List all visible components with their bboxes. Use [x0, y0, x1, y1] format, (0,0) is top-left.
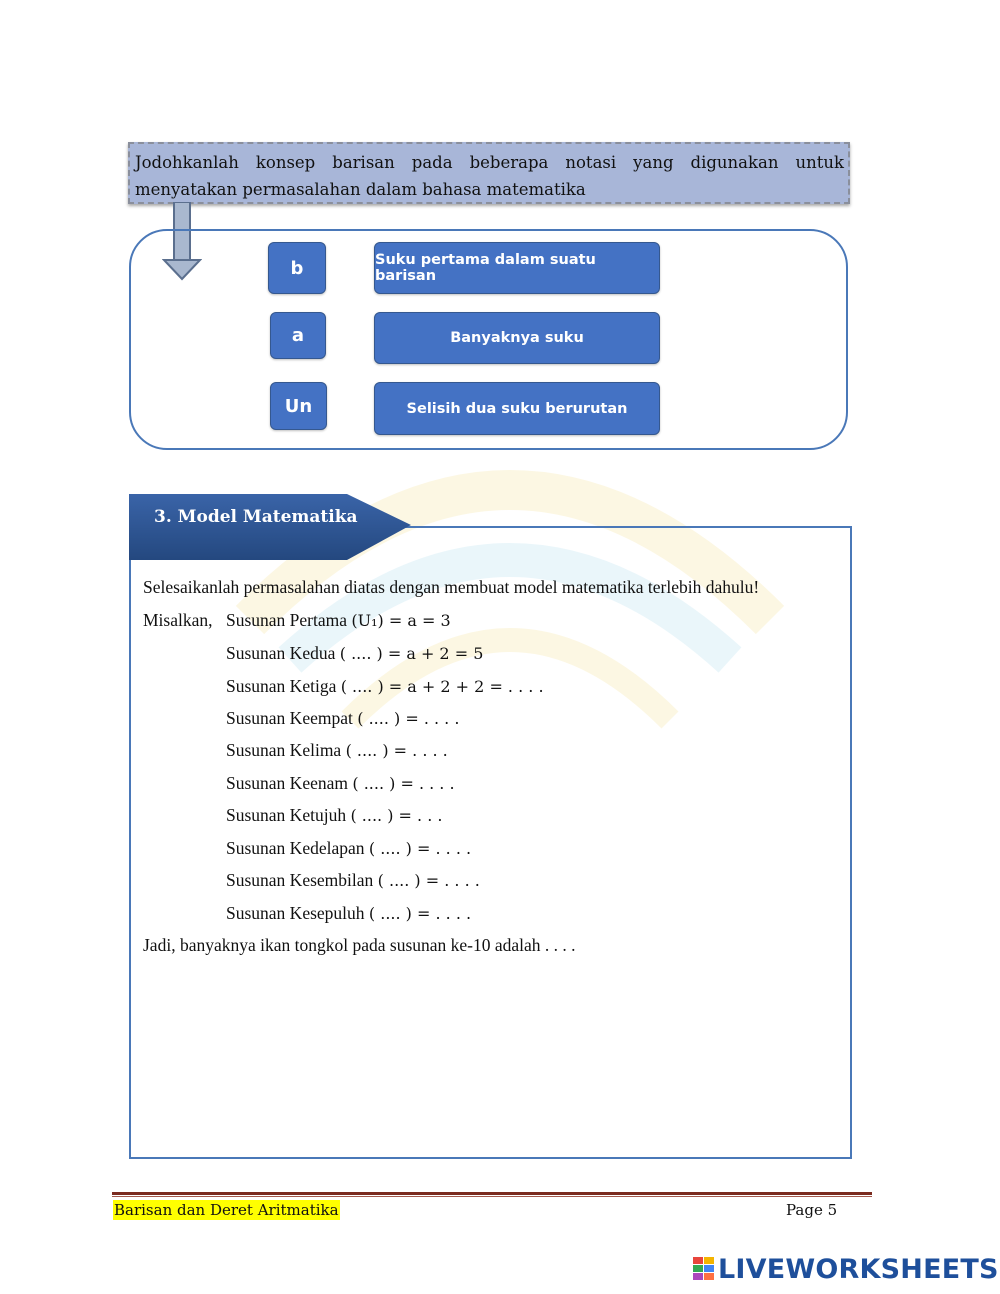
row-8 — [226, 838, 471, 859]
definition-label: Selisih dua suku berurutan — [406, 400, 628, 417]
row-math: ( .... ) = . . . . — [368, 904, 472, 923]
row-math: ( .... ) = . . . . — [352, 774, 455, 793]
section-tab — [129, 494, 414, 562]
definition-label: Suku pertama dalam suatu barisan — [375, 252, 596, 284]
instruction-banner — [128, 142, 850, 204]
row-1 — [226, 610, 451, 631]
symbol-label: a — [291, 325, 305, 346]
row-7 — [226, 805, 442, 826]
brand-text: LIVEWORKSHEETS — [718, 1253, 999, 1285]
section-intro: Selesaikanlah permasalahan diatas dengan membuat model matematika terlebih dahulu! — [143, 577, 760, 597]
footer-rule — [112, 1192, 872, 1195]
section-title: 3. Model Matematika — [154, 507, 358, 527]
row-label: Susunan Pertama — [226, 610, 348, 630]
row-math: ( .... ) = . . . . — [345, 741, 448, 760]
row-label: Susunan Ketujuh — [226, 805, 347, 825]
row-label: Susunan Keenam — [226, 773, 348, 793]
row-math: ( .... ) = . . . . — [377, 871, 480, 890]
symbol-tile-b[interactable] — [268, 242, 326, 294]
row-math: ( .... ) = . . . . — [368, 839, 472, 858]
row-label: Susunan Kelima — [226, 740, 342, 760]
row-6 — [226, 773, 455, 794]
row-label: Susunan Kesepuluh — [226, 903, 365, 923]
row-math: (U₁) = a = 3 — [351, 611, 451, 630]
definition-tile-difference[interactable] — [374, 382, 660, 435]
row-3 — [226, 676, 544, 697]
row-math: ( .... ) = . . . — [350, 806, 443, 825]
symbol-tile-un[interactable] — [270, 382, 327, 430]
row-2 — [226, 643, 483, 664]
row-label: Susunan Keempat — [226, 708, 353, 728]
row-4 — [226, 708, 459, 729]
definition-label: Banyaknya suku — [450, 330, 584, 346]
row-math: ( .... ) = a + 2 + 2 = . . . . — [340, 677, 544, 696]
definition-tile-first-term[interactable] — [374, 242, 660, 294]
row-label: Susunan Ketiga — [226, 676, 337, 696]
row-label: Susunan Kedua — [226, 643, 336, 663]
row-5 — [226, 740, 448, 761]
symbol-label: Un — [284, 395, 313, 417]
row-math: ( .... ) = a + 2 = 5 — [339, 644, 484, 663]
row-9 — [226, 870, 480, 891]
liveworksheets-icon — [693, 1257, 715, 1281]
liveworksheets-logo[interactable] — [693, 1252, 999, 1286]
page-number: Page 5 — [786, 1201, 838, 1219]
footer-rule-thin — [112, 1196, 872, 1197]
instruction-text: Jodohkanlah konsep barisan pada beberapa notasi yang digunakan untuk menyatakan permasalahan dalam bahasa matematika — [135, 153, 844, 199]
row-label: Susunan Kedelapan — [226, 838, 365, 858]
row-label: Susunan Kesembilan — [226, 870, 374, 890]
symbol-label: b — [290, 257, 304, 279]
row-math: ( .... ) = . . . . — [357, 709, 460, 728]
symbol-tile-a[interactable] — [270, 312, 326, 359]
conclusion: Jadi, banyaknya ikan tongkol pada susunan ke-10 adalah . . . . — [143, 935, 576, 955]
row-10 — [226, 903, 471, 924]
footer-title: Barisan dan Deret Aritmatika — [114, 1201, 339, 1219]
lead-word: Misalkan, — [143, 610, 213, 630]
definition-tile-number-of-terms[interactable] — [374, 312, 660, 364]
